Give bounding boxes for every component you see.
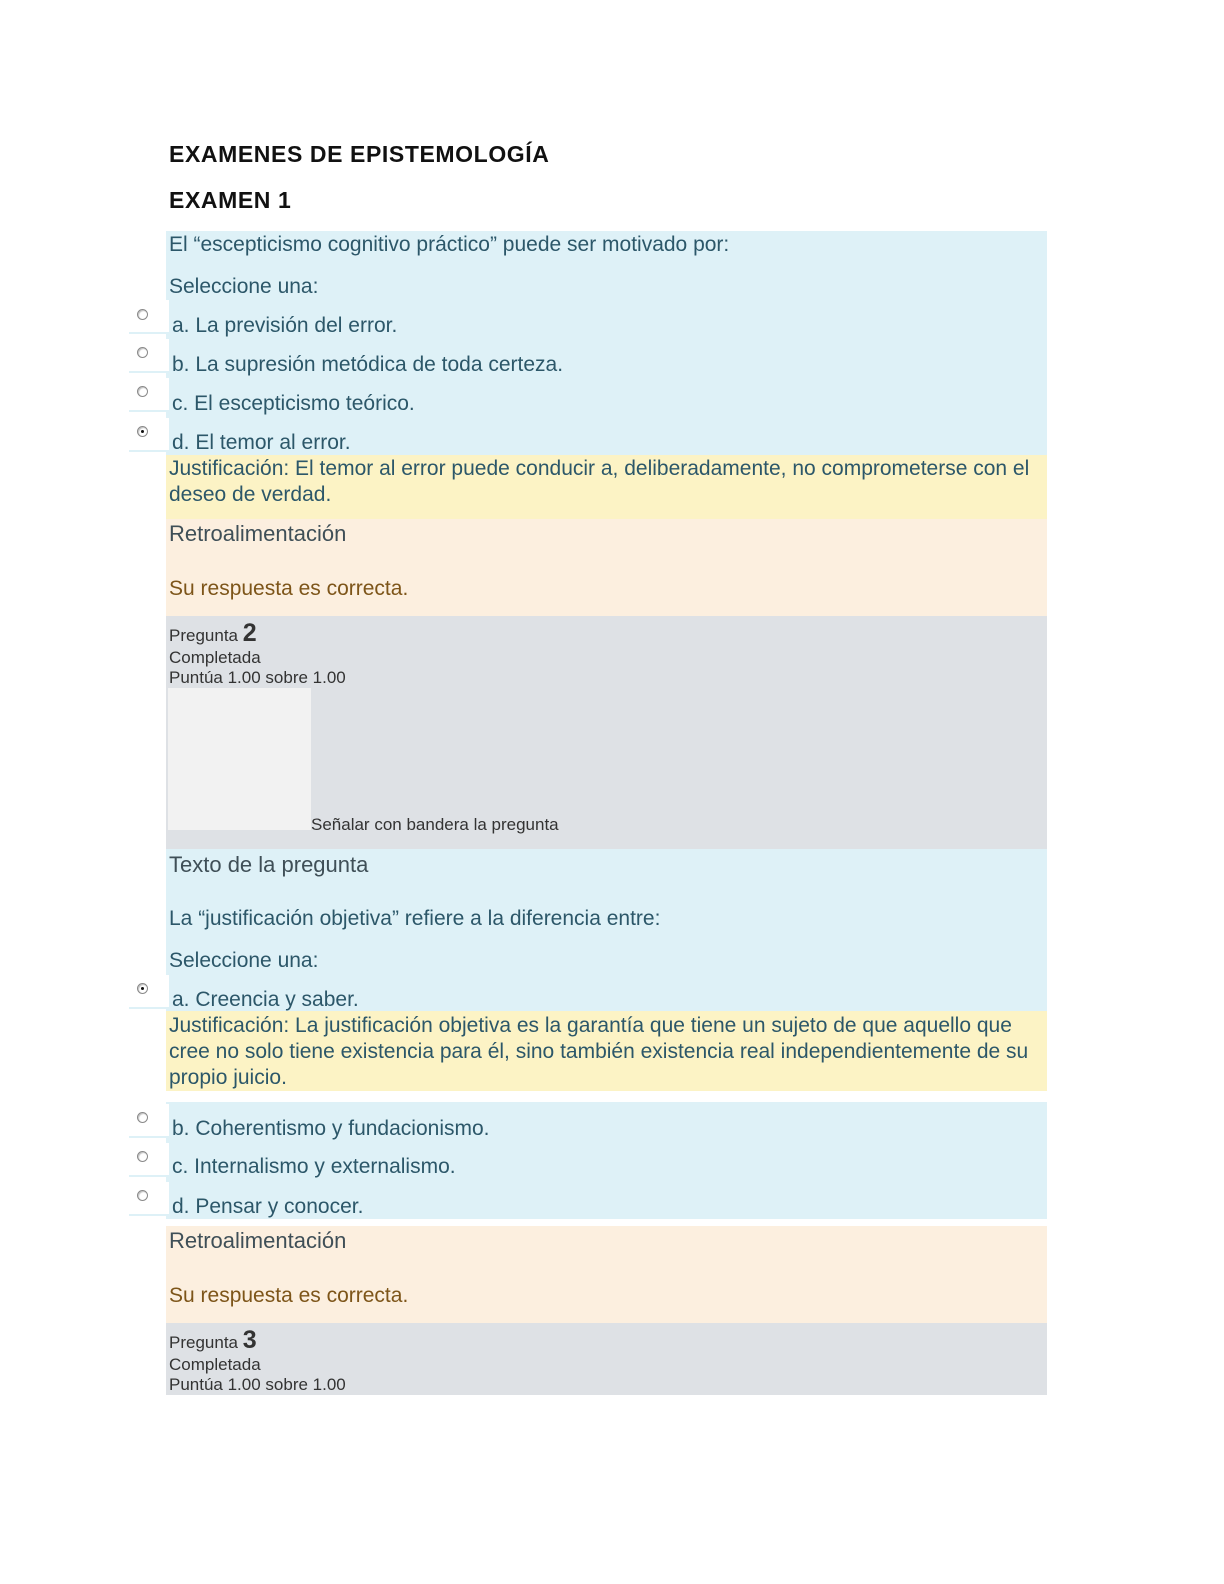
radio-icon[interactable] <box>137 386 148 397</box>
question-3-number: 3 <box>242 1326 257 1354</box>
question-2-feedback-title: Retroalimentación <box>169 1228 347 1253</box>
option-label: b. La supresión metódica de toda certeza. <box>172 353 564 376</box>
question-2-feedback-text: Su respuesta es correcta. <box>169 1284 409 1307</box>
radio-icon[interactable] <box>137 1112 148 1123</box>
option-label: a. Creencia y saber. <box>172 988 359 1011</box>
question-2-status: Completada <box>169 648 261 667</box>
question-1-body <box>166 231 1047 455</box>
question-3-label: Pregunta <box>169 1333 238 1352</box>
question-1-feedback-text: Su respuesta es correcta. <box>169 577 409 600</box>
document-title: EXAMENES DE EPISTEMOLOGÍA <box>169 141 550 167</box>
question-1-justification: Justificación: El temor al error puede conducir a, deliberadamente, no comprometerse con el deseo de verdad. <box>169 457 1030 506</box>
radio-icon[interactable] <box>137 309 148 320</box>
exam-title: EXAMEN 1 <box>169 187 292 213</box>
question-1-feedback-title: Retroalimentación <box>169 521 347 546</box>
radio-icon[interactable] <box>137 1151 148 1162</box>
option-label: d. Pensar y conocer. <box>172 1195 364 1218</box>
question-3-score: Puntúa 1.00 sobre 1.00 <box>169 1375 346 1394</box>
radio-selected-icon[interactable] <box>137 983 148 994</box>
question-2-label-row <box>169 619 257 648</box>
question-3-label-row <box>169 1326 257 1355</box>
question-1-select-prompt: Seleccione una: <box>169 275 319 298</box>
question-2-justification: Justificación: La justificación objetiva es la garantía que tiene un sujeto de que aquello que cree no solo tiene existencia para él, sino también existencia real independientemente de su propio juicio. <box>169 1014 1029 1089</box>
option-label: c. Internalismo y externalismo. <box>172 1155 456 1178</box>
flag-question-link[interactable]: Señalar con bandera la pregunta <box>311 815 559 834</box>
radio-selected-icon[interactable] <box>137 426 148 437</box>
radio-icon[interactable] <box>137 347 148 358</box>
option-label: d. El temor al error. <box>172 431 351 454</box>
option-label: c. El escepticismo teórico. <box>172 392 415 415</box>
option-label: a. La previsión del error. <box>172 314 398 337</box>
flag-icon[interactable] <box>168 688 311 830</box>
question-3-status: Completada <box>169 1355 261 1374</box>
question-2-text-heading: Texto de la pregunta <box>169 852 369 877</box>
question-2-select-prompt: Seleccione una: <box>169 949 319 972</box>
question-2-number: 2 <box>242 619 257 647</box>
question-2-text: La “justificación objetiva” refiere a la diferencia entre: <box>169 907 661 930</box>
question-2-label: Pregunta <box>169 626 238 645</box>
option-label: b. Coherentismo y fundacionismo. <box>172 1117 490 1140</box>
question-1-text: El “escepticismo cognitivo práctico” puede ser motivado por: <box>169 233 730 256</box>
radio-icon[interactable] <box>137 1190 148 1201</box>
question-2-score: Puntúa 1.00 sobre 1.00 <box>169 668 346 687</box>
